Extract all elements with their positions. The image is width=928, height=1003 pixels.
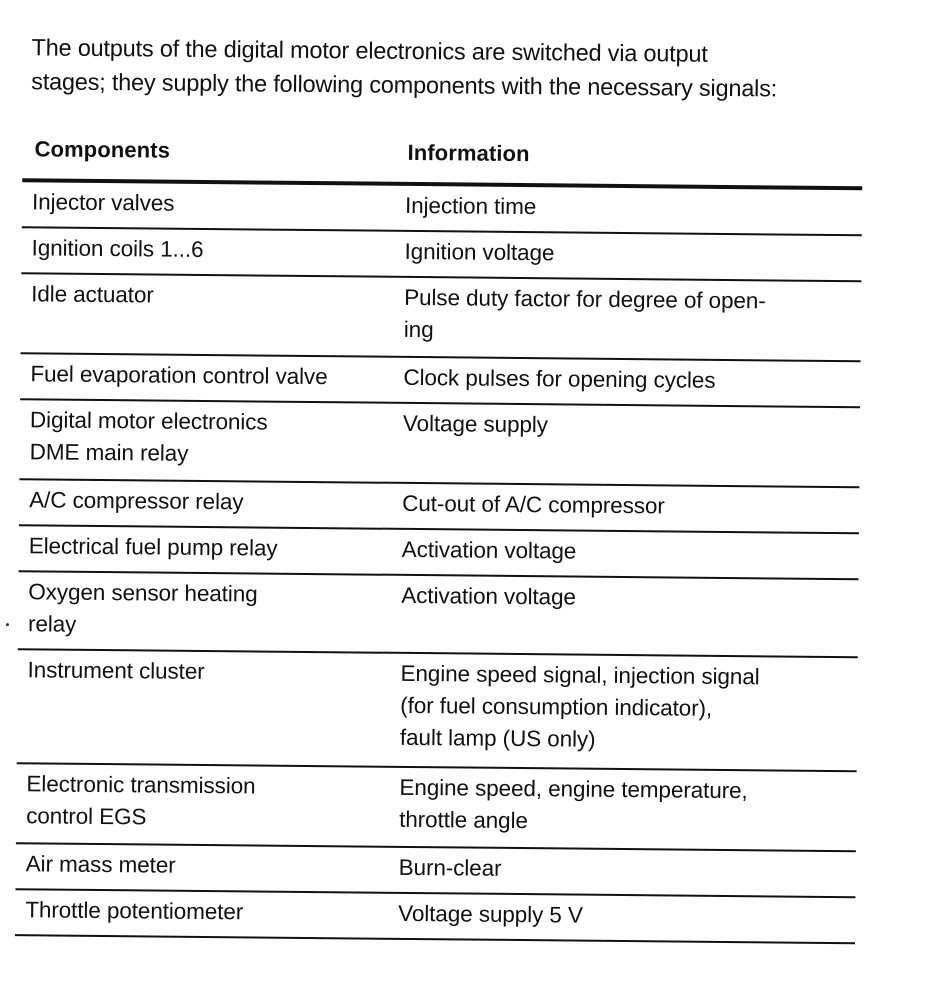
component-cell xyxy=(28,576,389,643)
cell-line: Clock pulses for opening cycles xyxy=(403,364,716,393)
cell-line: throttle angle xyxy=(399,806,528,834)
intro-paragraph xyxy=(31,30,892,106)
cell-line: Air mass meter xyxy=(25,851,176,878)
cell-line: (for fuel consumption indicator), xyxy=(400,692,713,721)
table-row xyxy=(19,526,859,580)
cell-line: Oxygen sensor heating xyxy=(28,579,258,607)
components-table xyxy=(15,132,863,944)
table-row xyxy=(15,844,855,898)
cell-line: Ignition voltage xyxy=(404,238,555,266)
table-row xyxy=(19,480,859,534)
cell-line: Ignition coils 1...6 xyxy=(31,235,204,262)
component-cell xyxy=(31,278,391,313)
table-header-row xyxy=(22,132,862,190)
table-row xyxy=(20,354,860,408)
intro-line: stages; they supply the following components with the necessary signals: xyxy=(31,68,778,102)
information-cell xyxy=(404,236,854,272)
cell-line: Instrument cluster xyxy=(27,657,205,684)
cell-line: Throttle potentiometer xyxy=(25,897,244,925)
cell-line: Digital motor electronics xyxy=(29,407,268,435)
information-cell xyxy=(402,534,852,570)
cell-line: Cut-out of A/C compressor xyxy=(402,490,665,519)
table-row xyxy=(22,182,862,236)
header-information: Information xyxy=(407,139,530,167)
cell-line: Engine speed signal, injection signal xyxy=(400,660,760,690)
information-cell xyxy=(405,190,855,226)
cell-line: Voltage supply xyxy=(402,410,549,438)
component-cell xyxy=(25,894,385,929)
cell-line: Fuel evaporation control valve xyxy=(30,361,328,390)
scan-speck xyxy=(6,623,9,626)
component-cell xyxy=(30,358,390,393)
cell-line: Electrical fuel pump relay xyxy=(28,533,278,561)
component-cell xyxy=(29,484,389,519)
cell-line: Engine speed, engine temperature, xyxy=(399,774,748,804)
component-cell xyxy=(27,654,387,689)
cell-line: relay xyxy=(27,611,77,637)
cell-line: Burn-clear xyxy=(398,854,502,881)
cell-line: ing xyxy=(403,316,434,343)
table-row xyxy=(21,274,862,362)
cell-line: Activation voltage xyxy=(401,536,577,564)
cell-line: Injector valves xyxy=(31,189,175,216)
intro-line: The outputs of the digital motor electronics are switched via output xyxy=(31,34,708,67)
cell-line: Activation voltage xyxy=(401,582,576,610)
component-cell xyxy=(31,232,391,267)
information-cell xyxy=(401,580,851,616)
table-row xyxy=(15,890,855,944)
information-cell xyxy=(402,488,852,524)
cell-line: Injection time xyxy=(404,192,537,220)
information-cell xyxy=(399,772,850,840)
cell-line: fault lamp (US only) xyxy=(399,724,596,752)
information-cell xyxy=(403,362,853,398)
component-cell xyxy=(30,404,391,471)
table-row xyxy=(18,572,859,658)
cell-line: Pulse duty factor for degree of open- xyxy=(404,284,766,314)
cell-line: Electronic transmission xyxy=(26,771,256,799)
component-cell xyxy=(29,530,389,565)
component-cell xyxy=(32,186,392,221)
component-cell xyxy=(26,768,387,835)
information-cell xyxy=(404,282,855,350)
table-row xyxy=(16,764,857,852)
cell-line: DME main relay xyxy=(29,439,189,466)
cell-line: control EGS xyxy=(26,803,147,830)
information-cell xyxy=(399,852,849,888)
cell-line: Voltage supply 5 V xyxy=(398,900,583,928)
cell-line: A/C compressor relay xyxy=(29,487,244,515)
component-cell xyxy=(26,848,386,883)
table-row xyxy=(19,400,860,488)
cell-line: Idle actuator xyxy=(31,281,154,308)
information-cell xyxy=(398,898,848,934)
table-row xyxy=(21,228,861,282)
information-cell xyxy=(403,408,853,444)
information-cell xyxy=(400,658,851,758)
table-row xyxy=(17,650,858,772)
header-components: Components xyxy=(34,136,171,163)
